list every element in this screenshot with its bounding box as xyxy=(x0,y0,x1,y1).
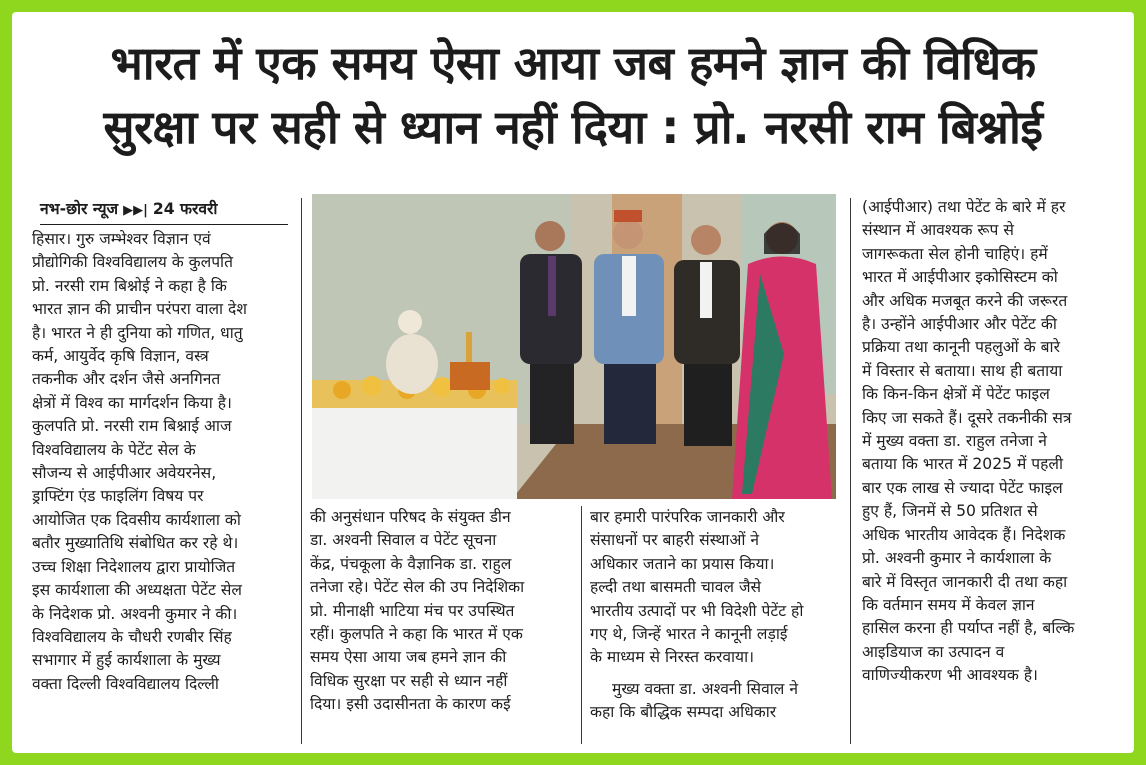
article-line: हुए हैं, जिनमें से 50 प्रतिशत से xyxy=(862,502,1038,521)
article-line: सभागार में हुई कार्यशाला के मुख्य xyxy=(32,651,221,670)
article-line: विधिक सुरक्षा पर सही से ध्यान नहीं xyxy=(310,671,508,690)
dateline-source: नभ-छोर न्यूज xyxy=(40,200,119,218)
article-line: किए जा सकते हैं। दूसरे तकनीकी सत्र xyxy=(862,408,1072,427)
dateline-arrows-icon: ▶▶| xyxy=(123,203,148,218)
article-line: बार एक लाख से ज्यादा पेटेंट फाइल xyxy=(862,478,1063,497)
article-line: हिसार। गुरु जम्भेश्वर विज्ञान एवं xyxy=(32,230,211,248)
article-line: भारतीय उत्पादों पर भी विदेशी पेटेंट हो xyxy=(590,601,804,620)
article-line: अधिकार जताने का प्रयास किया। xyxy=(590,554,775,573)
column-divider-1 xyxy=(301,198,302,744)
article-line: प्रो. मीनाक्षी भाटिया मंच पर उपस्थित xyxy=(310,601,515,620)
article-line: है। भारत ने ही दुनिया को गणित, धातु xyxy=(32,323,243,342)
article-line: उच्च शिक्षा निदेशालय द्वारा प्रायोजित xyxy=(32,557,236,576)
article-line: कुलपति प्रो. नरसी राम बिश्नाई आज xyxy=(32,417,232,436)
article-line: प्रौद्योगिकी विश्वविद्यालय के कुलपति xyxy=(32,253,233,272)
article-line: ड्राफ्टिंग एंड फाइलिंग विषय पर xyxy=(32,487,204,506)
article-line: और अधिक मजबूत करने की जरूरत xyxy=(862,291,1068,310)
article-column-1 xyxy=(32,228,294,696)
article-line: प्रक्रिया तथा कानूनी पहलुओं के बारे xyxy=(862,338,1060,357)
column-divider-2 xyxy=(581,506,582,744)
article-line: कि किन-किन क्षेत्रों में पेटेंट फाइल xyxy=(862,385,1050,404)
article-line: के माध्यम से निरस्त करवाया। xyxy=(590,648,755,667)
event-photo-image xyxy=(312,194,836,499)
article-line: वाणिज्यीकरण भी आवश्यक है। xyxy=(862,666,1038,685)
article-line: बताया कि भारत में 2025 में पहली xyxy=(862,455,1064,474)
article-line: तकनीक और दर्शन जैसे अनगिनत xyxy=(32,370,221,389)
article-line: है। उन्होंने आईपीआर और पेटेंट की xyxy=(862,315,1057,334)
article-line: अधिक भारतीय आवेदक हैं। निदेशक xyxy=(862,525,1066,544)
article-line: (आईपीआर) तथा पेटेंट के बारे में हर xyxy=(862,198,1066,216)
article-line: कर्म, आयुर्वेद कृषि विज्ञान, वस्त्र xyxy=(32,347,209,366)
article-line: की अनुसंधान परिषद के संयुक्त डीन xyxy=(310,508,511,526)
article-line: केंद्र, पंचकूला के वैज्ञानिक डा. राहुल xyxy=(310,554,512,573)
article-line: कहा कि बौद्धिक सम्पदा अधिकार xyxy=(590,703,777,722)
headline-line-1: भारत में एक समय ऐसा आया जब हमने ज्ञान की विधिक xyxy=(110,36,1036,90)
event-photo xyxy=(312,194,836,499)
article-line: बारे में विस्तृत जानकारी दी तथा कहा xyxy=(862,572,1068,591)
headline xyxy=(12,32,1134,160)
article-column-3 xyxy=(590,506,842,725)
article-line: विश्वविद्यालय के पेटेंट सेल के xyxy=(32,440,196,459)
article-line: डा. अश्वनी सिवाल व पेटेंट सूचना xyxy=(310,531,497,550)
article-line: दिया। इसी उदासीनता के कारण कई xyxy=(310,695,511,714)
newspaper-clipping xyxy=(12,12,1134,753)
article-line: तनेजा रहे। पेटेंट सेल की उप निदेशिका xyxy=(310,578,525,597)
dateline-date: 24 फरवरी xyxy=(152,200,218,218)
article-line: भारत ज्ञान की प्राचीन परंपरा वाला देश xyxy=(32,300,247,319)
article-line: प्रो. नरसी राम बिश्नोई ने कहा है कि xyxy=(32,276,227,295)
article-line: कि वर्तमान समय में केवल ज्ञान xyxy=(862,595,1035,614)
article-line: विश्वविद्यालय के चौधरी रणबीर सिंह xyxy=(32,627,232,646)
article-line: के निदेशक प्रो. अश्वनी कुमार ने की। xyxy=(32,604,238,623)
article-line: हल्दी तथा बासमती चावल जैसे xyxy=(590,578,762,597)
article-column-4 xyxy=(862,196,1118,688)
article-line: सौजन्य से आईपीआर अवेयरनेस, xyxy=(32,464,217,483)
article-line: हासिल करना ही पर्याप्त नहीं है, बल्कि xyxy=(862,619,1075,638)
article-line: रहीं। कुलपति ने कहा कि भारत में एक xyxy=(310,625,523,644)
column-divider-3 xyxy=(850,198,851,744)
article-line: इस कार्यशाला की अध्यक्षता पेटेंट सेल xyxy=(32,581,242,600)
dateline xyxy=(40,198,288,225)
article-line: बतौर मुख्यातिथि संबोधित कर रहे थे। xyxy=(32,534,239,553)
article-line: समय ऐसा आया जब हमने ज्ञान की xyxy=(310,648,507,667)
article-line: प्रो. अश्वनी कुमार ने कार्यशाला के xyxy=(862,549,1052,568)
article-line: क्षेत्रों में विश्व का मार्गदर्शन किया है। xyxy=(32,393,232,412)
article-line: संस्थान में आवश्यक रूप से xyxy=(862,221,1014,240)
article-line: आइडियाज का उत्पादन व xyxy=(862,642,1005,661)
article-column-2 xyxy=(310,506,574,717)
article-line: संसाधनों पर बाहरी संस्थाओं ने xyxy=(590,531,759,550)
article-line: में विस्तार से बताया। साथ ही बताया xyxy=(862,361,1063,380)
article-line: भारत में आईपीआर इकोसिस्टम को xyxy=(862,268,1058,287)
article-line: वक्ता दिल्ली विश्वविद्यालय दिल्ली xyxy=(32,674,219,693)
article-line: गए थे, जिन्हें भारत ने कानूनी लड़ाई xyxy=(590,625,788,644)
article-line: बार हमारी पारंपरिक जानकारी और xyxy=(590,508,785,526)
article-line: जागरूकता सेल होनी चाहिएं। हमें xyxy=(862,244,1048,263)
article-line: आयोजित एक दिवसीय कार्यशाला को xyxy=(32,510,241,529)
headline-line-2: सुरक्षा पर सही से ध्यान नहीं दिया : प्रो. नरसी राम बिश्नोई xyxy=(103,100,1043,154)
article-line: मुख्य वक्ता डा. अश्वनी सिवाल ने xyxy=(612,679,798,698)
article-line: में मुख्य वक्ता डा. राहुल तनेजा ने xyxy=(862,432,1047,451)
